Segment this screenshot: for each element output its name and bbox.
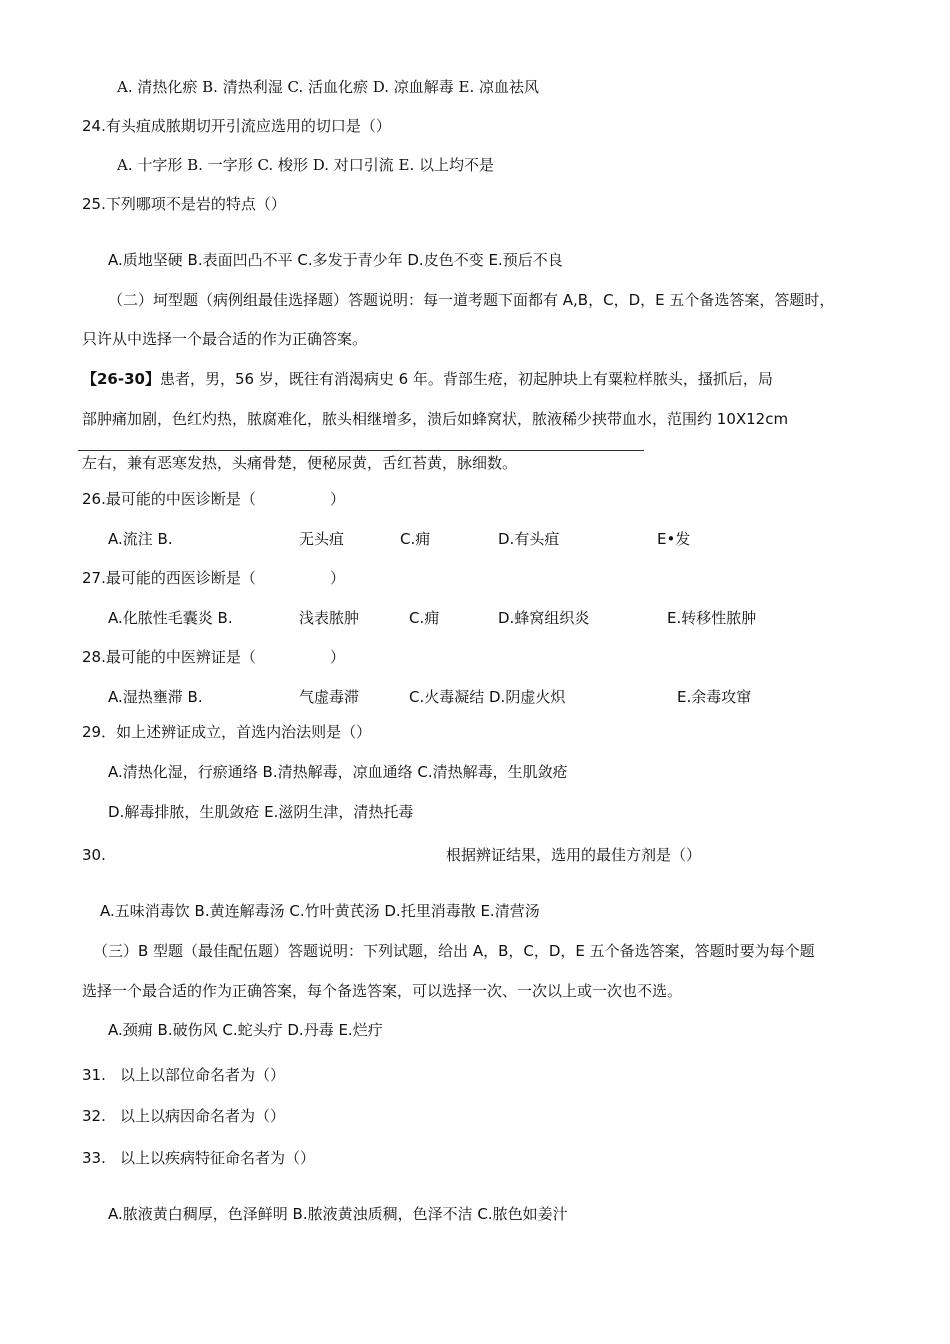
q27-option-e: E.转移性脓肿 <box>667 609 757 627</box>
q28-option-b: 气虚毒滞 <box>299 688 360 706</box>
q28-option-e: E.余毒攻窜 <box>677 688 752 706</box>
question-27-close: ） <box>330 569 346 587</box>
q25-options: A.质地坚硬 B.表面凹凸不平 C.多发于青少年 D.皮色不变 E.预后不良 <box>108 251 563 269</box>
question-26-close: ） <box>330 490 346 508</box>
case-tag: 【26-30】 <box>82 370 160 388</box>
question-30-number: 30. <box>82 846 106 864</box>
section-3-instruction-line2: 选择一个最合适的作为正确答案，每个备选答案，可以选择一次、一次以上或一次也不选。 <box>82 982 683 1000</box>
q29-options-line2: D.解毒排脓，生肌敛疮 E.滋阴生津，清热托毒 <box>108 803 414 821</box>
question-32: 以上以病因命名者为（） <box>120 1107 286 1125</box>
q28-option-cd: C.火毒凝结 D.阴虚火炽 <box>409 688 566 706</box>
question-29: 29．如上述辨证成立，首选内治法则是（） <box>82 723 372 741</box>
q26-option-b: 无头疽 <box>299 530 345 548</box>
question-28: 28.最可能的中医辨证是（ <box>82 648 256 666</box>
b-group-1-options: A.颈痈 B.破伤风 C.蛇头疔 D.丹毒 E.烂疔 <box>108 1021 383 1039</box>
question-32-number: 32. <box>82 1107 106 1125</box>
question-33-number: 33. <box>82 1149 106 1167</box>
q24-options: A. 十字形 B. 一字形 C. 梭形 D. 对口引流 E. 以上均不是 <box>117 156 494 174</box>
question-30: 根据辨证结果，选用的最佳方剂是（） <box>446 846 702 864</box>
case-26-30-line3: 左右，兼有恶寒发热，头痛骨楚，便秘尿黄，舌红苔黄，脉细数。 <box>82 454 518 472</box>
q27-option-c: C.痈 <box>409 609 440 627</box>
question-31: 以上以部位命名者为（） <box>120 1066 286 1084</box>
case-26-30-line1 <box>82 369 773 389</box>
question-24: 24.有头疽成脓期切开引流应选用的切口是（） <box>82 117 391 135</box>
question-25: 25.下列哪项不是岩的特点（） <box>82 195 286 213</box>
question-28-close: ） <box>330 648 346 666</box>
q27-option-d: D.蜂窝组织炎 <box>498 609 590 627</box>
divider-line <box>78 450 644 451</box>
q26-option-e: E•发 <box>657 530 691 548</box>
section-3-instruction-line1: （三）B 型题（最佳配伍题）答题说明：下列试题，给出 A，B，C，D，E 五个备选答案，答题时要为每个题 <box>93 942 815 960</box>
q30-options: A.五味消毒饮 B.黄连解毒汤 C.竹叶黄芪汤 D.托里消毒散 E.清营汤 <box>100 902 540 920</box>
q26-option-d: D.有头疽 <box>498 530 560 548</box>
section-2-instruction-line2: 只许从中选择一个最合适的作为正确答案。 <box>82 330 368 348</box>
case-text-1: 患者，男，56 岁，既往有消渴病史 6 年。背部生疮，初起肿块上有粟粒样脓头，搔抓后，局 <box>159 370 773 388</box>
question-27: 27.最可能的西医诊断是（ <box>82 569 256 587</box>
case-26-30-line2: 部肿痛加剧，色红灼热，脓腐难化，脓头相继增多，溃后如蜂窝状，脓液稀少挟带血水，范围约 10X12cm <box>82 410 789 428</box>
question-31-number: 31. <box>82 1066 106 1084</box>
q23-options: A. 清热化瘀 B. 清热利湿 C. 活血化瘀 D. 凉血解毒 E. 凉血祛风 <box>117 78 539 96</box>
question-33: 以上以疾病特征命名者为（） <box>120 1149 316 1167</box>
q27-option-b: 浅表脓肿 <box>299 609 360 627</box>
b-group-2-options: A.脓液黄白稠厚，色泽鲜明 B.脓液黄浊质稠，色泽不洁 C.脓色如姜汁 <box>108 1205 568 1223</box>
q27-option-a: A.化脓性毛囊炎 B. <box>108 609 233 627</box>
q28-option-a: A.湿热壅滞 B. <box>108 688 203 706</box>
question-26: 26.最可能的中医诊断是（ <box>82 490 256 508</box>
q26-option-a: A.流注 B. <box>108 530 173 548</box>
section-2-instruction-line1: （二）坷型题（病例组最佳选择题）答题说明：每一道考题下面都有 A,B，C，D，E 五个备选答案，答题时， <box>108 291 835 309</box>
q26-option-c: C.痈 <box>400 530 431 548</box>
q29-options-line1: A.清热化湿，行瘀通络 B.清热解毒，凉血通络 C.清热解毒，生肌敛疮 <box>108 763 568 781</box>
